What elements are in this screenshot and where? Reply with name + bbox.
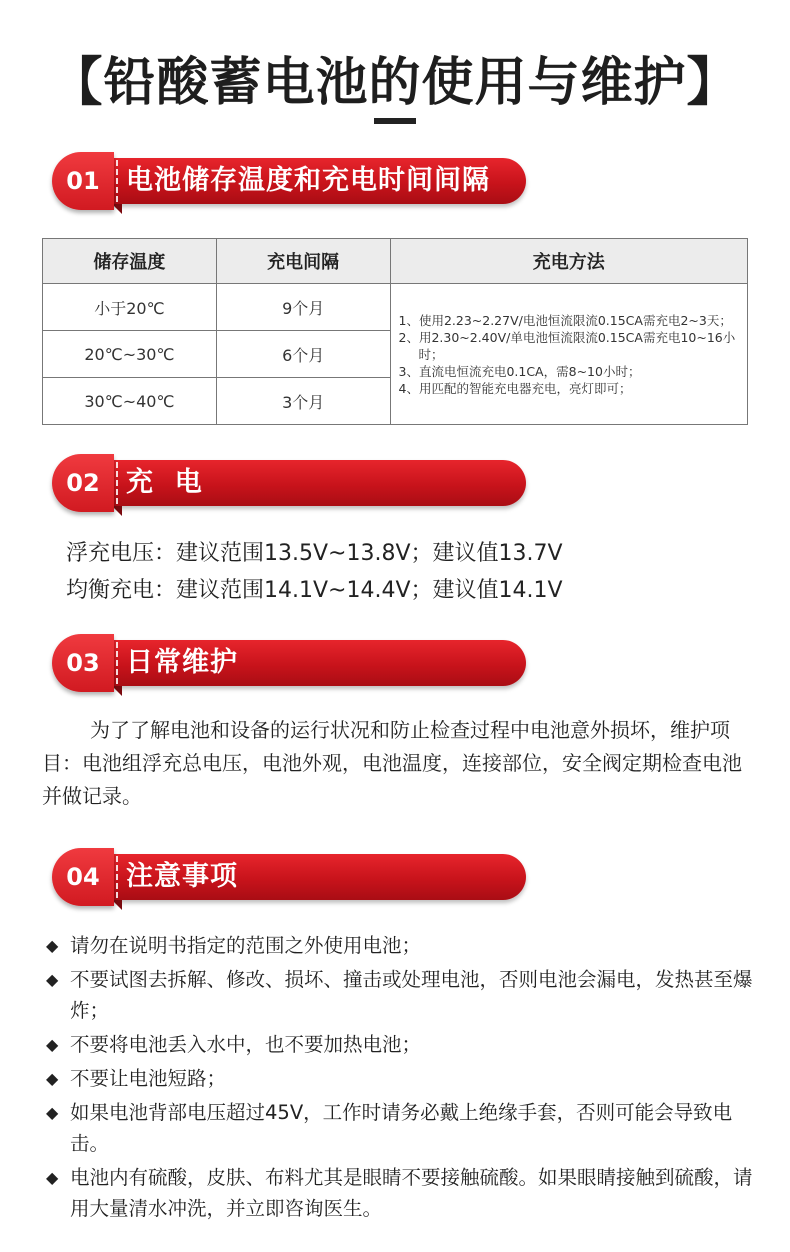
section-header-storage	[52, 152, 528, 216]
diamond-bullet-icon: ◆	[46, 1168, 59, 1187]
cell-temp: 小于20℃	[43, 284, 217, 331]
notes-list	[46, 930, 758, 1227]
cell-interval: 9个月	[216, 284, 390, 331]
cell-temp: 30℃~40℃	[43, 378, 217, 425]
list-item	[46, 1063, 758, 1094]
cell-methods	[390, 284, 748, 425]
list-item	[46, 964, 758, 1026]
method-item: 1、使用2.23~2.27V/电池恒流限流0.15CA需充电2~3天；	[398, 312, 732, 328]
section-header-maintenance	[52, 634, 528, 698]
section-ribbon	[112, 460, 526, 506]
method-item: 4、用匹配的智能充电器充电，亮灯即可；	[398, 380, 632, 396]
section-header-notes	[52, 848, 528, 912]
list-item	[46, 1162, 758, 1224]
header-charge-method: 充电方法	[390, 239, 748, 284]
section-ribbon	[112, 640, 526, 686]
header-charge-interval: 充电间隔	[216, 239, 390, 284]
diamond-bullet-icon: ◆	[46, 1035, 59, 1054]
note-text: 不要试图去拆解、修改、损坏、撞击或处理电池，否则电池会漏电，发热甚至爆炸；	[70, 968, 753, 1022]
note-text: 电池内有硫酸，皮肤、布料尤其是眼睛不要接触硫酸。如果眼睛接触到硫酸，请用大量清水冲洗，并立即咨询医生。	[70, 1166, 753, 1220]
section-title: 日常维护	[126, 647, 238, 678]
title-divider	[374, 118, 416, 124]
section-number: 04	[52, 848, 114, 906]
section-number: 01	[52, 152, 114, 210]
section-title: 注意事项	[126, 861, 238, 892]
note-text: 不要将电池丢入水中，也不要加热电池；	[70, 1033, 422, 1056]
method-item: 2、用2.30~2.40V/单电池恒流限流0.15CA需充电10~16小时；	[398, 329, 736, 362]
section-number: 03	[52, 634, 114, 692]
section-ribbon	[112, 158, 526, 204]
note-text: 如果电池背部电压超过45V，工作时请务必戴上绝缘手套，否则可能会导致电击。	[70, 1101, 733, 1155]
list-item	[46, 1029, 758, 1060]
storage-table	[42, 238, 748, 425]
diamond-bullet-icon: ◆	[46, 1103, 59, 1122]
table-header-row	[43, 239, 748, 284]
header-storage-temp: 储存温度	[43, 239, 217, 284]
equalize-charge-text: 均衡充电：建议范围14.1V~14.4V；建议值14.1V	[66, 578, 563, 603]
table-row	[43, 284, 748, 331]
section-number: 02	[52, 454, 114, 512]
diamond-bullet-icon: ◆	[46, 1069, 59, 1088]
section-header-charging	[52, 454, 528, 518]
note-text: 请勿在说明书指定的范围之外使用电池；	[70, 934, 422, 957]
method-item: 3、直流电恒流充电0.1CA，需8~10小时；	[398, 363, 641, 379]
note-text: 不要让电池短路；	[70, 1067, 227, 1090]
diamond-bullet-icon: ◆	[46, 936, 59, 955]
float-charge-text: 浮充电压：建议范围13.5V~13.8V；建议值13.7V	[66, 541, 563, 566]
list-item	[46, 930, 758, 961]
maintenance-paragraph: 为了了解电池和设备的运行状况和防止检查过程中电池意外损坏，维护项目：电池组浮充总电压，电池外观，电池温度，连接部位，安全阀定期检查电池并做记录。	[42, 718, 742, 808]
page-title: 【铅酸蓄电池的使用与维护】	[50, 53, 740, 113]
cell-interval: 3个月	[216, 378, 390, 425]
cell-temp: 20℃~30℃	[43, 331, 217, 378]
section-title: 电池储存温度和充电时间间隔	[126, 165, 490, 196]
diamond-bullet-icon: ◆	[46, 970, 59, 989]
cell-interval: 6个月	[216, 331, 390, 378]
section-title: 充 电	[126, 467, 203, 498]
section-ribbon	[112, 854, 526, 900]
list-item	[46, 1097, 758, 1159]
